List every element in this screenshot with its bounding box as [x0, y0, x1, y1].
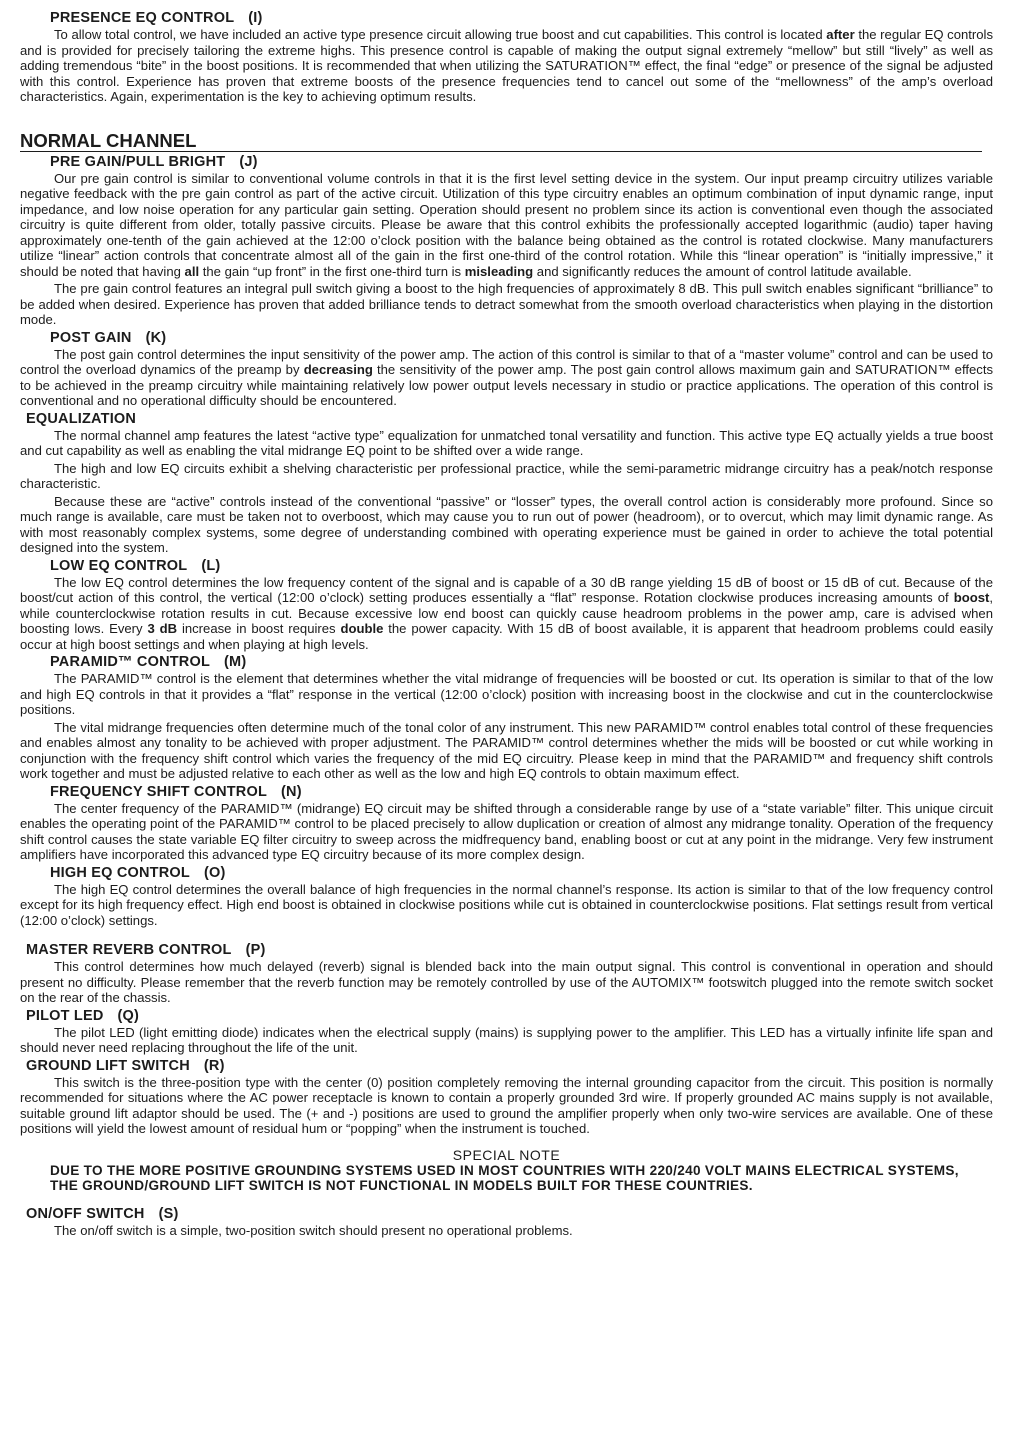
- postgain-heading: POST GAIN (K): [50, 329, 167, 346]
- presence-paragraph: To allow total control, we have included an active type presence circuit allowing true boost and cut capabilities. This control is located after the regular EQ controls and is provided for precisely tailoring the extreme highs. This presence control is capable of making the output signal extremely “mellow” but still “lively” as well as adding tremendous “bite” in the boost positions. It is recommended that when utilizing the SATURATION™ effect, the final “edge” or presence of the signal be adjusted with this control. Experience has proven that extreme boosts of the presence frequencies tend to cancel out some of the “mellowness” of the amp’s overload characteristics. Again, experimentation is the key to achieving optimum results.: [20, 27, 994, 104]
- ground-lift-heading: GROUND LIFT SWITCH (R): [26, 1057, 225, 1074]
- pregain-paragraph-1: Our pre gain control is similar to conventional volume controls in that it is the first level setting device in the system. Our input preamp circuitry utilizes variable negative feedback with the pre gain control as part of the active circuit. Utilization of this type circuitry enables an optimum combination of input dynamic range, input impedance, and low noise operation for any particular gain setting. Operation should present no problem since its action is conventional even though the associated circuitry is quite different from older, totally passive circuits. Please be aware that this control exhibits the professionally accepted logarithmic (audio) taper having approximately one-tenth of the gain achieved at the 12:00 o’clock position with the balance being obtained as the control is rotated clockwise. Many manufacturers utilize “linear” action controls that concentrate almost all of the gain in the first one-third of the control rotation. While this “linear operation” is “initially impressive,” it should be noted that having all the gain “up front” in the first one-third turn is misleading and significantly reduces the amount of control latitude available.: [20, 170, 993, 279]
- ground-lift-paragraph: This switch is the three-position type with the center (0) position completely removing the internal grounding capacitor from the circuit. This position is normally recommended for situations where the AC power receptacle is known to contain a properly grounded 3rd wire. If properly grounded AC mains supply is not available, suitable ground lift adaptor should be used. The (+ and -) positions are used to ground the amplifier properly when only two-wire services are available. One of these positions will yield the lowest amount of residual hum or “popping” when the instrument is touched.: [20, 1074, 993, 1136]
- master-reverb-heading: MASTER REVERB CONTROL (P): [26, 942, 266, 958]
- onoff-paragraph: The on/off switch is a simple, two-position switch should present no operational problems.: [54, 1222, 573, 1238]
- paramid-paragraph-1: The PARAMID™ control is the element that determines whether the vital midrange of frequencies will be boosted or cut. Its operation is similar to that of the low and high EQ controls in that it provides a “flat” response in the vertical (12:00 o’clock) position with increasing boost in the clockwise and cut in the counterclockwise positions.: [20, 671, 993, 717]
- higheq-heading: HIGH EQ CONTROL (O): [50, 864, 226, 881]
- paramid-paragraph-2: The vital midrange frequencies often determine much of the tonal color of any instrument. This new PARAMID™ control enables total control of these frequencies and enables almost any tonality to be achieved with proper adjustment. The PARAMID™ control determines whether the mids will be boosted or cut while working in conjunction with the frequency shift control which varies the frequency of the mid EQ circuitry. Please keep in mind that the PARAMID™ and frequency shift controls work together and must be adjusted relative to each other as well as the low and high EQ controls to obtain maximum effect.: [20, 719, 993, 781]
- loweq-paragraph: The low EQ control determines the low frequency content of the signal and is capable of a 30 dB range yielding 15 dB of boost or 15 dB of cut. Because of the boost/cut action of this control, the vertical (12:00 o’clock) setting produces essentially a “flat” response. Rotation clockwise produces increasing amounts of boost, while counterclockwise rotation results in cut. Because excessive low end boost can quickly cause headroom problems in the power amp, care is advised when boosting lows. Every 3 dB increase in boost requires double the power capacity. With 15 dB of boost available, it is apparent that headroom problems could easily occur at high boost settings and when playing at high levels.: [20, 574, 993, 652]
- freqshift-paragraph: The center frequency of the PARAMID™ (midrange) EQ circuit may be shifted through a considerable range by use of a “state variable” filter. This unique circuit enables the operating point of the PARAMID™ control to be placed precisely to allow duplication or creation of almost any midrange tonality. Operation of the frequency shift control causes the state variable EQ filter circuitry to sweep across the midfrequency band, enabling boost or cut at any point in the midrange. Very few instrument amplifiers have incorporated this advanced type EQ circuitry because of its more complex design.: [20, 800, 993, 862]
- special-note-body: DUE TO THE MORE POSITIVE GROUNDING SYSTEMS USED IN MOST COUNTRIES WITH 220/240 VOLT MAINS ELECTRICAL SYSTEMS, THE GROUND/GROUND LIFT SWITCH IS NOT FUNCTIONAL IN MODELS BUILT FOR THESE COUNTRIES.: [50, 1162, 959, 1193]
- presence-heading: PRESENCE EQ CONTROL (I): [50, 10, 263, 26]
- loweq-heading: LOW EQ CONTROL (L): [50, 557, 221, 574]
- pregain-paragraph-2: The pre gain control features an integral pull switch giving a boost to the high frequencies of approximately 8 dB. This pull switch enables significant “brilliance” to be added when desired. Experience has proven that added brilliance tends to detract somewhat from the smooth overload characteristics when playing in the distortion mode.: [20, 281, 993, 327]
- pregain-heading: PRE GAIN/PULL BRIGHT (J): [50, 153, 258, 170]
- equalization-paragraph-2: The high and low EQ circuits exhibit a shelving characteristic per professional practice, while the semi-parametric midrange circuitry has a peak/notch response characteristic.: [20, 460, 993, 491]
- postgain-paragraph: The post gain control determines the input sensitivity of the power amp. The action of this control is similar to that of a “master volume” control and can be used to control the overload dynamics of the preamp by decreasing the sensitivity of the power amp. The post gain control allows maximum gain and SATURATION™ effects to be achieved in the preamp circuitry while maintaining relatively low power output levels necessary in studio or practice applications. The operation of this control is conventional and no operational difficulty should be encountered.: [20, 346, 994, 408]
- equalization-paragraph-1: The normal channel amp features the latest “active type” equalization for unmatched tonal versatility and function. This active type EQ actually yields a true boost and cut capability as well as enabling the vital midrange EQ point to be shifted over a wide range.: [20, 427, 993, 458]
- master-reverb-paragraph: This control determines how much delayed (reverb) signal is blended back into the main output signal. This control is conventional in operation and should present no difficulty. Please remember that the reverb function may be remotely controlled by use of the AUTOMIX™ footswitch plugged into the remote switch socket on the rear of the chassis.: [20, 959, 993, 1005]
- equalization-heading: EQUALIZATION: [26, 410, 137, 427]
- pilot-led-heading: PILOT LED (Q): [26, 1007, 140, 1024]
- higheq-paragraph: The high EQ control determines the overall balance of high frequencies in the normal channel’s response. Its action is similar to that of the low frequency control except for its high frequency effect. High end boost is obtained in clockwise positions while cut is obtained in counterclockwise positions. Flat settings result from vertical (12:00 o’clock) settings.: [20, 881, 993, 928]
- special-note-title: SPECIAL NOTE: [452, 1146, 561, 1163]
- normal-channel-title: NORMAL CHANNEL: [20, 131, 982, 152]
- pilot-led-paragraph: The pilot LED (light emitting diode) indicates when the electrical supply (mains) is supplying power to the amplifier. This LED has a virtually infinite life span and should never need replacing throughout the life of the unit.: [20, 1024, 993, 1055]
- onoff-heading: ON/OFF SWITCH (S): [26, 1205, 179, 1222]
- paramid-heading: PARAMID™ CONTROL (M): [50, 654, 247, 670]
- freqshift-heading: FREQUENCY SHIFT CONTROL (N): [50, 783, 302, 800]
- equalization-paragraph-3: Because these are “active” controls instead of the conventional “passive” or “losser” types, the overall control action is considerably more profound. Since so much range is available, care must be taken not to overboost, which may cause you to run out of power (headroom), or to overcut, which may limit dynamic range. As with most reasonably complex systems, some degree of understanding combined with operating experience must be gained in order to achieve the total potential designed into the system.: [20, 493, 993, 555]
